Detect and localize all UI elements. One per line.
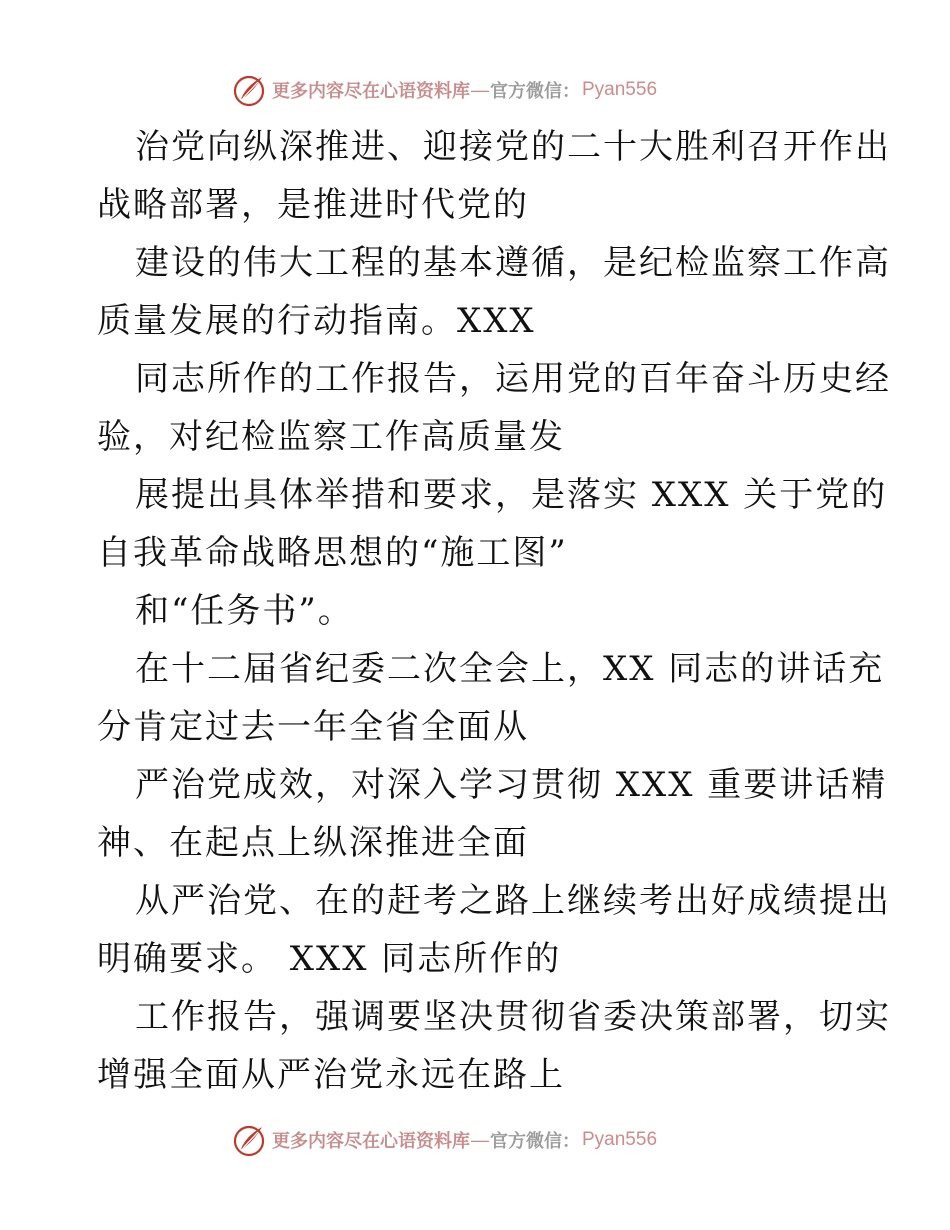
watermark-official: 官方微信： [490,81,580,102]
text-line: 从严治党、在的赶考之路上继续考出好成绩提出 [135,881,891,921]
text-line: 和“任务书”。 [135,591,354,631]
text-line: 自我革命战略思想的“施工图” [97,533,568,573]
text-line: 在十二届省纪委二次全会上，XX 同志的讲话充 [135,649,885,689]
watermark-official: 官方微信： [490,1131,580,1152]
text-line: 展提出具体举措和要求，是落实 XXX 关于党的 [135,475,888,515]
header-watermark [232,70,752,110]
watermark-brand: 更多内容尽在心语资料库 [272,81,470,102]
text-line: 验，对纪检监察工作高质量发 [97,417,565,457]
quill-logo-icon [232,72,268,108]
footer-watermark [232,1120,752,1160]
watermark-brand: 更多内容尽在心语资料库 [272,1131,470,1152]
quill-logo-icon [232,1122,268,1158]
watermark-wechat-id: Pyan556 [582,1129,658,1150]
text-line: 建设的伟大工程的基本遵循，是纪检监察工作高 [135,243,891,283]
document-body [97,118,891,1104]
text-line: 同志所作的工作报告，运用党的百年奋斗历史经 [135,359,891,399]
text-line: 战略部署，是推进时代党的 [97,185,529,225]
watermark-dash: — [471,79,489,100]
text-line: 工作报告，强调要坚决贯彻省委决策部署，切实 [135,997,891,1037]
text-line: 神、在起点上纵深推进全面 [97,823,529,863]
text-line: 明确要求。 XXX 同志所作的 [97,939,562,979]
text-line: 增强全面从严治党永远在路上 [97,1055,565,1095]
text-line: 治党向纵深推进、迎接党的二十大胜利召开作出 [135,127,891,167]
text-line: 质量发展的行动指南。XXX [97,301,536,341]
text-line: 严治党成效，对深入学习贯彻 XXX 重要讲话精 [135,765,888,805]
watermark-dash: — [471,1129,489,1150]
watermark-wechat-id: Pyan556 [582,79,658,100]
text-line: 分肯定过去一年全省全面从 [97,707,529,747]
